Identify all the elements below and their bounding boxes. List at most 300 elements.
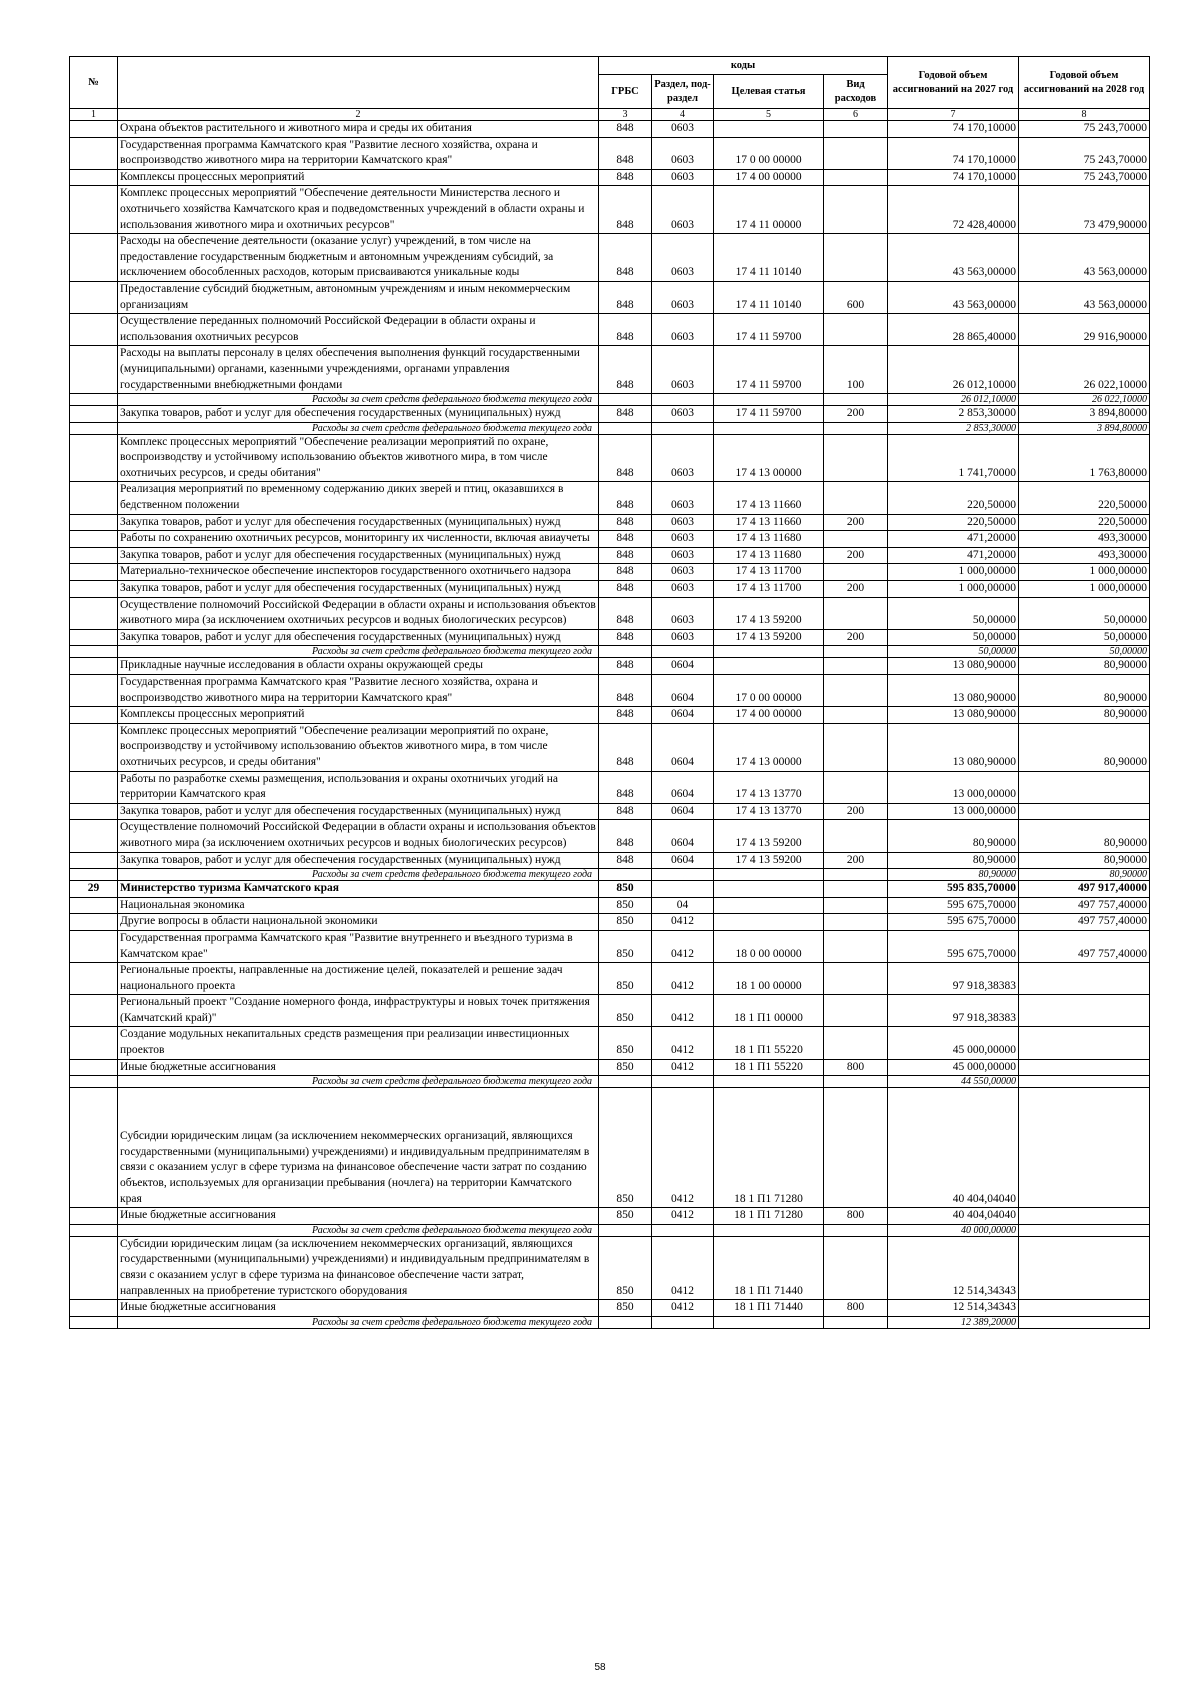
cell-number — [70, 995, 118, 1027]
table-row — [70, 658, 1150, 675]
cell-expense-kind — [824, 646, 888, 658]
cell-expense-kind — [824, 1076, 888, 1088]
federal-funds-row — [70, 1076, 1150, 1088]
cell-grbs: 850 — [599, 930, 652, 962]
header-codes: коды — [599, 57, 888, 75]
cell-amount-2028: 497 757,40000 — [1019, 897, 1150, 914]
cell-grbs: 850 — [599, 897, 652, 914]
cell-name: Закупка товаров, работ и услуг для обеспечения государственных (муниципальных) нужд — [118, 406, 599, 423]
cell-section: 0603 — [652, 169, 714, 186]
cell-grbs: 848 — [599, 581, 652, 598]
cell-section: 0603 — [652, 531, 714, 548]
cell-amount-2027: 595 835,70000 — [888, 881, 1019, 898]
cell-section: 0412 — [652, 914, 714, 931]
cell-number — [70, 1088, 118, 1208]
cell-amount-2028: 1 000,00000 — [1019, 581, 1150, 598]
cell-section — [652, 646, 714, 658]
cell-section — [652, 394, 714, 406]
cell-grbs: 850 — [599, 914, 652, 931]
cell-target-article: 18 1 П1 71440 — [714, 1236, 824, 1299]
table-row — [70, 547, 1150, 564]
cell-number — [70, 169, 118, 186]
cell-name: Субсидии юридическим лицам (за исключением некоммерческих организаций, являющихся государственными (муниципальными) учреждениями) и индивидуальным предпринимателям в связи с оказанием услуг в сфере туризма на финансовое обеспечение части затрат, направленных на приобретение туристского оборудования — [118, 1236, 599, 1299]
cell-number — [70, 514, 118, 531]
cell-expense-kind — [824, 881, 888, 898]
cell-section: 04 — [652, 897, 714, 914]
table-row — [70, 803, 1150, 820]
cell-expense-kind: 800 — [824, 1208, 888, 1225]
cell-grbs: 850 — [599, 1059, 652, 1076]
cell-grbs — [599, 1224, 652, 1236]
cell-expense-kind: 100 — [824, 346, 888, 394]
cell-expense-kind: 200 — [824, 803, 888, 820]
cell-name: Расходы за счет средств федерального бюджета текущего года — [118, 1076, 599, 1088]
cell-name: Иные бюджетные ассигнования — [118, 1059, 599, 1076]
cell-amount-2027: 43 563,00000 — [888, 281, 1019, 313]
cell-target-article: 17 4 13 11680 — [714, 531, 824, 548]
cell-target-article — [714, 1076, 824, 1088]
table-row — [70, 581, 1150, 598]
cell-grbs: 850 — [599, 1027, 652, 1059]
cell-amount-2028: 1 763,80000 — [1019, 434, 1150, 482]
column-number: 5 — [714, 109, 824, 121]
cell-amount-2027: 13 080,90000 — [888, 707, 1019, 724]
cell-name: Расходы на обеспечение деятельности (оказание услуг) учреждений, в том числе на предоставление государственным бюджетным и автономным учреждениям субсидий, за исключением обособленных расходов, которым присваиваются уникальные коды — [118, 234, 599, 282]
cell-section — [652, 1076, 714, 1088]
cell-name: Расходы на выплаты персоналу в целях обеспечения выполнения функций государственными (муниципальными) органами, казенными учреждениями, органами управления государственными внебюджетными фондами — [118, 346, 599, 394]
cell-target-article: 17 0 00 00000 — [714, 137, 824, 169]
cell-grbs: 848 — [599, 234, 652, 282]
cell-target-article: 18 0 00 00000 — [714, 930, 824, 962]
table-row — [70, 482, 1150, 514]
cell-expense-kind — [824, 820, 888, 852]
cell-name: Комплекс процессных мероприятий "Обеспечение деятельности Министерства лесного и охотничьего хозяйства Камчатского края и подведомственных учреждений в области охраны и использования животного мира и охотничьих ресурсов" — [118, 186, 599, 234]
cell-name: Расходы за счет средств федерального бюджета текущего года — [118, 1224, 599, 1236]
cell-amount-2028 — [1019, 1088, 1150, 1208]
cell-number — [70, 897, 118, 914]
cell-name: Закупка товаров, работ и услуг для обеспечения государственных (муниципальных) нужд — [118, 547, 599, 564]
cell-name: Комплекс процессных мероприятий "Обеспечение реализации мероприятий по охране, воспроизводству и устойчивому использованию объектов животного мира, в том числе охотничьих ресурсов, и среды обитания" — [118, 434, 599, 482]
column-number: 7 — [888, 109, 1019, 121]
cell-amount-2027: 595 675,70000 — [888, 930, 1019, 962]
cell-expense-kind — [824, 930, 888, 962]
cell-grbs — [599, 1316, 652, 1328]
cell-expense-kind: 800 — [824, 1300, 888, 1317]
table-row — [70, 1088, 1150, 1208]
cell-expense-kind — [824, 723, 888, 771]
cell-expense-kind: 200 — [824, 581, 888, 598]
cell-target-article: 17 4 13 11700 — [714, 564, 824, 581]
table-row — [70, 914, 1150, 931]
cell-expense-kind — [824, 234, 888, 282]
cell-expense-kind: 200 — [824, 852, 888, 869]
cell-expense-kind — [824, 169, 888, 186]
table-row — [70, 963, 1150, 995]
cell-number — [70, 723, 118, 771]
cell-name: Создание модульных некапитальных средств размещения при реализации инвестиционных проектов — [118, 1027, 599, 1059]
cell-grbs: 848 — [599, 547, 652, 564]
cell-section: 0603 — [652, 186, 714, 234]
cell-amount-2027: 80,90000 — [888, 869, 1019, 881]
cell-amount-2027: 50,00000 — [888, 629, 1019, 646]
cell-name: Работы по сохранению охотничьих ресурсов, мониторингу их численности, включая авиаучеты — [118, 531, 599, 548]
cell-section: 0412 — [652, 963, 714, 995]
cell-section: 0412 — [652, 930, 714, 962]
cell-section: 0604 — [652, 707, 714, 724]
cell-amount-2027: 471,20000 — [888, 531, 1019, 548]
cell-grbs: 848 — [599, 771, 652, 803]
cell-grbs: 848 — [599, 314, 652, 346]
header-section: Раздел, под-раздел — [652, 75, 714, 109]
table-row — [70, 531, 1150, 548]
cell-section — [652, 422, 714, 434]
table-row — [70, 707, 1150, 724]
cell-number — [70, 394, 118, 406]
cell-section: 0603 — [652, 121, 714, 138]
cell-section: 0603 — [652, 581, 714, 598]
cell-target-article — [714, 897, 824, 914]
column-number: 4 — [652, 109, 714, 121]
federal-funds-row — [70, 646, 1150, 658]
cell-section: 0412 — [652, 1300, 714, 1317]
table-row — [70, 1208, 1150, 1225]
cell-grbs: 850 — [599, 1236, 652, 1299]
cell-amount-2027: 471,20000 — [888, 547, 1019, 564]
cell-amount-2028: 29 916,90000 — [1019, 314, 1150, 346]
cell-name: Осуществление переданных полномочий Российской Федерации в области охраны и использования охотничьих ресурсов — [118, 314, 599, 346]
cell-name: Расходы за счет средств федерального бюджета текущего года — [118, 394, 599, 406]
cell-amount-2027: 13 080,90000 — [888, 658, 1019, 675]
cell-number — [70, 422, 118, 434]
cell-amount-2027: 13 000,00000 — [888, 771, 1019, 803]
cell-section: 0603 — [652, 346, 714, 394]
cell-amount-2028 — [1019, 803, 1150, 820]
table-row — [70, 281, 1150, 313]
cell-grbs: 848 — [599, 434, 652, 482]
cell-expense-kind — [824, 897, 888, 914]
federal-funds-row — [70, 1224, 1150, 1236]
cell-target-article: 17 4 11 59700 — [714, 406, 824, 423]
cell-name: Осуществление полномочий Российской Федерации в области охраны и использования объектов животного мира (за исключением охотничьих ресурсов и водных биологических ресурсов) — [118, 597, 599, 629]
table-row — [70, 121, 1150, 138]
header-target: Целевая статья — [714, 75, 824, 109]
cell-name: Закупка товаров, работ и услуг для обеспечения государственных (муниципальных) нужд — [118, 514, 599, 531]
cell-section — [652, 881, 714, 898]
cell-expense-kind — [824, 1316, 888, 1328]
table-row — [70, 1027, 1150, 1059]
cell-grbs: 850 — [599, 1300, 652, 1317]
cell-grbs — [599, 1076, 652, 1088]
table-row — [70, 169, 1150, 186]
cell-target-article — [714, 881, 824, 898]
cell-name: Расходы за счет средств федерального бюджета текущего года — [118, 869, 599, 881]
cell-target-article: 18 1 П1 00000 — [714, 995, 824, 1027]
column-number: 8 — [1019, 109, 1150, 121]
cell-section: 0603 — [652, 434, 714, 482]
cell-expense-kind — [824, 531, 888, 548]
table-row — [70, 234, 1150, 282]
table-row — [70, 186, 1150, 234]
cell-amount-2027: 26 012,10000 — [888, 346, 1019, 394]
cell-expense-kind — [824, 1236, 888, 1299]
cell-target-article: 17 4 11 59700 — [714, 314, 824, 346]
cell-expense-kind — [824, 1088, 888, 1208]
cell-target-article — [714, 646, 824, 658]
cell-grbs: 848 — [599, 707, 652, 724]
cell-target-article: 17 4 13 59200 — [714, 820, 824, 852]
cell-grbs: 848 — [599, 820, 652, 852]
cell-amount-2027: 80,90000 — [888, 852, 1019, 869]
cell-target-article: 18 1 00 00000 — [714, 963, 824, 995]
cell-target-article: 17 4 13 00000 — [714, 434, 824, 482]
cell-name: Закупка товаров, работ и услуг для обеспечения государственных (муниципальных) нужд — [118, 803, 599, 820]
column-number-row — [70, 109, 1150, 121]
cell-number — [70, 1224, 118, 1236]
cell-expense-kind — [824, 422, 888, 434]
cell-number — [70, 346, 118, 394]
cell-section: 0604 — [652, 771, 714, 803]
cell-number — [70, 771, 118, 803]
cell-section: 0603 — [652, 597, 714, 629]
table-row — [70, 406, 1150, 423]
table-row — [70, 897, 1150, 914]
cell-amount-2027: 1 741,70000 — [888, 434, 1019, 482]
cell-target-article: 18 1 П1 71440 — [714, 1300, 824, 1317]
cell-target-article — [714, 121, 824, 138]
header-volume-2027: Годовой объем ассигнований на 2027 год — [888, 57, 1019, 109]
cell-amount-2027: 44 550,00000 — [888, 1076, 1019, 1088]
cell-expense-kind — [824, 1224, 888, 1236]
cell-amount-2027: 50,00000 — [888, 597, 1019, 629]
federal-funds-row — [70, 394, 1150, 406]
cell-amount-2027: 97 918,38383 — [888, 963, 1019, 995]
cell-amount-2028: 220,50000 — [1019, 514, 1150, 531]
table-row — [70, 995, 1150, 1027]
cell-name: Работы по разработке схемы размещения, использования и охраны охотничьих угодий на территории Камчатского края — [118, 771, 599, 803]
cell-amount-2028: 75 243,70000 — [1019, 137, 1150, 169]
cell-amount-2028: 50,00000 — [1019, 629, 1150, 646]
cell-grbs: 848 — [599, 803, 652, 820]
table-row — [70, 1059, 1150, 1076]
cell-name: Материально-техническое обеспечение инспекторов государственного охотничьего надзора — [118, 564, 599, 581]
cell-target-article: 17 4 13 11680 — [714, 547, 824, 564]
cell-number — [70, 1300, 118, 1317]
cell-grbs: 848 — [599, 629, 652, 646]
cell-expense-kind — [824, 675, 888, 707]
cell-grbs — [599, 394, 652, 406]
table-row — [70, 881, 1150, 898]
cell-section: 0603 — [652, 281, 714, 313]
cell-grbs: 848 — [599, 564, 652, 581]
cell-amount-2027: 1 000,00000 — [888, 581, 1019, 598]
cell-target-article: 18 1 П1 71280 — [714, 1088, 824, 1208]
cell-name: Государственная программа Камчатского края "Развитие внутреннего и въездного туризма в Камчатском крае" — [118, 930, 599, 962]
cell-expense-kind — [824, 771, 888, 803]
cell-name: Расходы за счет средств федерального бюджета текущего года — [118, 422, 599, 434]
table-header — [70, 57, 1150, 121]
cell-amount-2027: 12 514,34343 — [888, 1236, 1019, 1299]
cell-expense-kind: 200 — [824, 514, 888, 531]
cell-number — [70, 852, 118, 869]
header-name — [118, 57, 599, 109]
budget-sheet — [69, 56, 1149, 1329]
cell-number — [70, 914, 118, 931]
cell-amount-2028 — [1019, 771, 1150, 803]
cell-amount-2027: 13 080,90000 — [888, 675, 1019, 707]
cell-grbs: 848 — [599, 406, 652, 423]
cell-number — [70, 581, 118, 598]
cell-amount-2027: 12 514,34343 — [888, 1300, 1019, 1317]
cell-section: 0412 — [652, 1208, 714, 1225]
cell-amount-2028 — [1019, 1076, 1150, 1088]
cell-section — [652, 1316, 714, 1328]
cell-target-article — [714, 869, 824, 881]
cell-amount-2027: 28 865,40000 — [888, 314, 1019, 346]
cell-number — [70, 186, 118, 234]
cell-grbs: 848 — [599, 346, 652, 394]
cell-number — [70, 406, 118, 423]
cell-grbs: 848 — [599, 137, 652, 169]
table-row — [70, 675, 1150, 707]
cell-expense-kind — [824, 137, 888, 169]
cell-section: 0604 — [652, 723, 714, 771]
cell-amount-2028: 80,90000 — [1019, 869, 1150, 881]
cell-expense-kind — [824, 121, 888, 138]
cell-amount-2028 — [1019, 995, 1150, 1027]
cell-amount-2028 — [1019, 1027, 1150, 1059]
cell-number — [70, 434, 118, 482]
cell-grbs: 848 — [599, 482, 652, 514]
cell-amount-2028 — [1019, 1316, 1150, 1328]
cell-section: 0604 — [652, 803, 714, 820]
cell-expense-kind — [824, 658, 888, 675]
cell-amount-2027: 97 918,38383 — [888, 995, 1019, 1027]
cell-number — [70, 1027, 118, 1059]
cell-section: 0412 — [652, 1059, 714, 1076]
cell-amount-2028: 43 563,00000 — [1019, 234, 1150, 282]
table-row — [70, 1236, 1150, 1299]
cell-amount-2027: 13 000,00000 — [888, 803, 1019, 820]
cell-name: Иные бюджетные ассигнования — [118, 1208, 599, 1225]
cell-amount-2027: 80,90000 — [888, 820, 1019, 852]
cell-amount-2027: 45 000,00000 — [888, 1027, 1019, 1059]
cell-number — [70, 803, 118, 820]
cell-section: 0412 — [652, 1027, 714, 1059]
cell-amount-2028: 497 917,40000 — [1019, 881, 1150, 898]
cell-name: Государственная программа Камчатского края "Развитие лесного хозяйства, охрана и воспроизводство животного мира на территории Камчатского края" — [118, 675, 599, 707]
table-row — [70, 346, 1150, 394]
cell-amount-2027: 595 675,70000 — [888, 897, 1019, 914]
cell-section — [652, 869, 714, 881]
cell-grbs: 850 — [599, 963, 652, 995]
cell-amount-2028: 3 894,80000 — [1019, 406, 1150, 423]
column-number: 2 — [118, 109, 599, 121]
federal-funds-row — [70, 869, 1150, 881]
cell-target-article: 17 4 11 59700 — [714, 346, 824, 394]
cell-expense-kind: 200 — [824, 629, 888, 646]
cell-amount-2028: 80,90000 — [1019, 820, 1150, 852]
cell-number — [70, 930, 118, 962]
cell-number — [70, 963, 118, 995]
cell-name: Субсидии юридическим лицам (за исключением некоммерческих организаций, являющихся государственными (муниципальными) учреждениями) и индивидуальным предпринимателям в связи с оказанием услуг в сфере туризма на финансовое обеспечение части затрат по созданию объектов, используемых для организации пребывания (ночлега) на территории Камчатского края — [118, 1088, 599, 1208]
cell-expense-kind — [824, 394, 888, 406]
cell-name: Предоставление субсидий бюджетным, автономным учреждениям и иным некоммерческим организациям — [118, 281, 599, 313]
cell-target-article: 17 4 13 59200 — [714, 852, 824, 869]
cell-name: Иные бюджетные ассигнования — [118, 1300, 599, 1317]
cell-amount-2027: 220,50000 — [888, 482, 1019, 514]
cell-section: 0603 — [652, 547, 714, 564]
cell-section — [652, 1224, 714, 1236]
cell-target-article: 17 4 11 10140 — [714, 234, 824, 282]
table-row — [70, 1300, 1150, 1317]
cell-number — [70, 869, 118, 881]
cell-section: 0603 — [652, 629, 714, 646]
cell-name: Министерство туризма Камчатского края — [118, 881, 599, 898]
cell-amount-2028: 26 022,10000 — [1019, 394, 1150, 406]
cell-target-article — [714, 394, 824, 406]
cell-grbs: 848 — [599, 723, 652, 771]
cell-section: 0603 — [652, 314, 714, 346]
cell-amount-2028 — [1019, 1236, 1150, 1299]
cell-name: Комплекс процессных мероприятий "Обеспечение реализации мероприятий по охране, воспроизводству и устойчивому использованию объектов животного мира, в том числе охотничьих ресурсов, и среды обитания" — [118, 723, 599, 771]
cell-number — [70, 1316, 118, 1328]
cell-expense-kind — [824, 914, 888, 931]
cell-amount-2027: 2 853,30000 — [888, 422, 1019, 434]
cell-amount-2027: 74 170,10000 — [888, 137, 1019, 169]
cell-amount-2028: 26 022,10000 — [1019, 346, 1150, 394]
cell-grbs: 850 — [599, 1208, 652, 1225]
cell-number — [70, 820, 118, 852]
cell-amount-2028: 80,90000 — [1019, 658, 1150, 675]
table-row — [70, 820, 1150, 852]
table-row — [70, 629, 1150, 646]
cell-amount-2028: 43 563,00000 — [1019, 281, 1150, 313]
cell-section: 0603 — [652, 406, 714, 423]
cell-number — [70, 281, 118, 313]
cell-amount-2028: 220,50000 — [1019, 482, 1150, 514]
cell-target-article: 18 1 П1 55220 — [714, 1027, 824, 1059]
cell-section: 0412 — [652, 1088, 714, 1208]
page-number: 58 — [594, 1662, 606, 1673]
cell-name: Закупка товаров, работ и услуг для обеспечения государственных (муниципальных) нужд — [118, 852, 599, 869]
cell-name: Реализация мероприятий по временному содержанию диких зверей и птиц, оказавшихся в бедственном положении — [118, 482, 599, 514]
cell-section: 0603 — [652, 482, 714, 514]
cell-target-article: 17 4 13 59200 — [714, 629, 824, 646]
cell-amount-2028: 80,90000 — [1019, 723, 1150, 771]
cell-expense-kind — [824, 314, 888, 346]
cell-number — [70, 675, 118, 707]
table-row — [70, 514, 1150, 531]
cell-section: 0604 — [652, 820, 714, 852]
cell-target-article: 17 4 13 59200 — [714, 597, 824, 629]
cell-number — [70, 629, 118, 646]
cell-expense-kind — [824, 564, 888, 581]
cell-grbs: 850 — [599, 995, 652, 1027]
cell-expense-kind — [824, 963, 888, 995]
cell-amount-2028 — [1019, 1059, 1150, 1076]
cell-target-article — [714, 914, 824, 931]
cell-target-article: 17 4 11 10140 — [714, 281, 824, 313]
cell-grbs — [599, 646, 652, 658]
cell-amount-2027: 2 853,30000 — [888, 406, 1019, 423]
cell-section: 0603 — [652, 234, 714, 282]
table-row — [70, 137, 1150, 169]
cell-amount-2028: 80,90000 — [1019, 707, 1150, 724]
cell-amount-2028: 80,90000 — [1019, 852, 1150, 869]
cell-section: 0604 — [652, 852, 714, 869]
cell-target-article: 17 0 00 00000 — [714, 675, 824, 707]
cell-expense-kind: 200 — [824, 406, 888, 423]
